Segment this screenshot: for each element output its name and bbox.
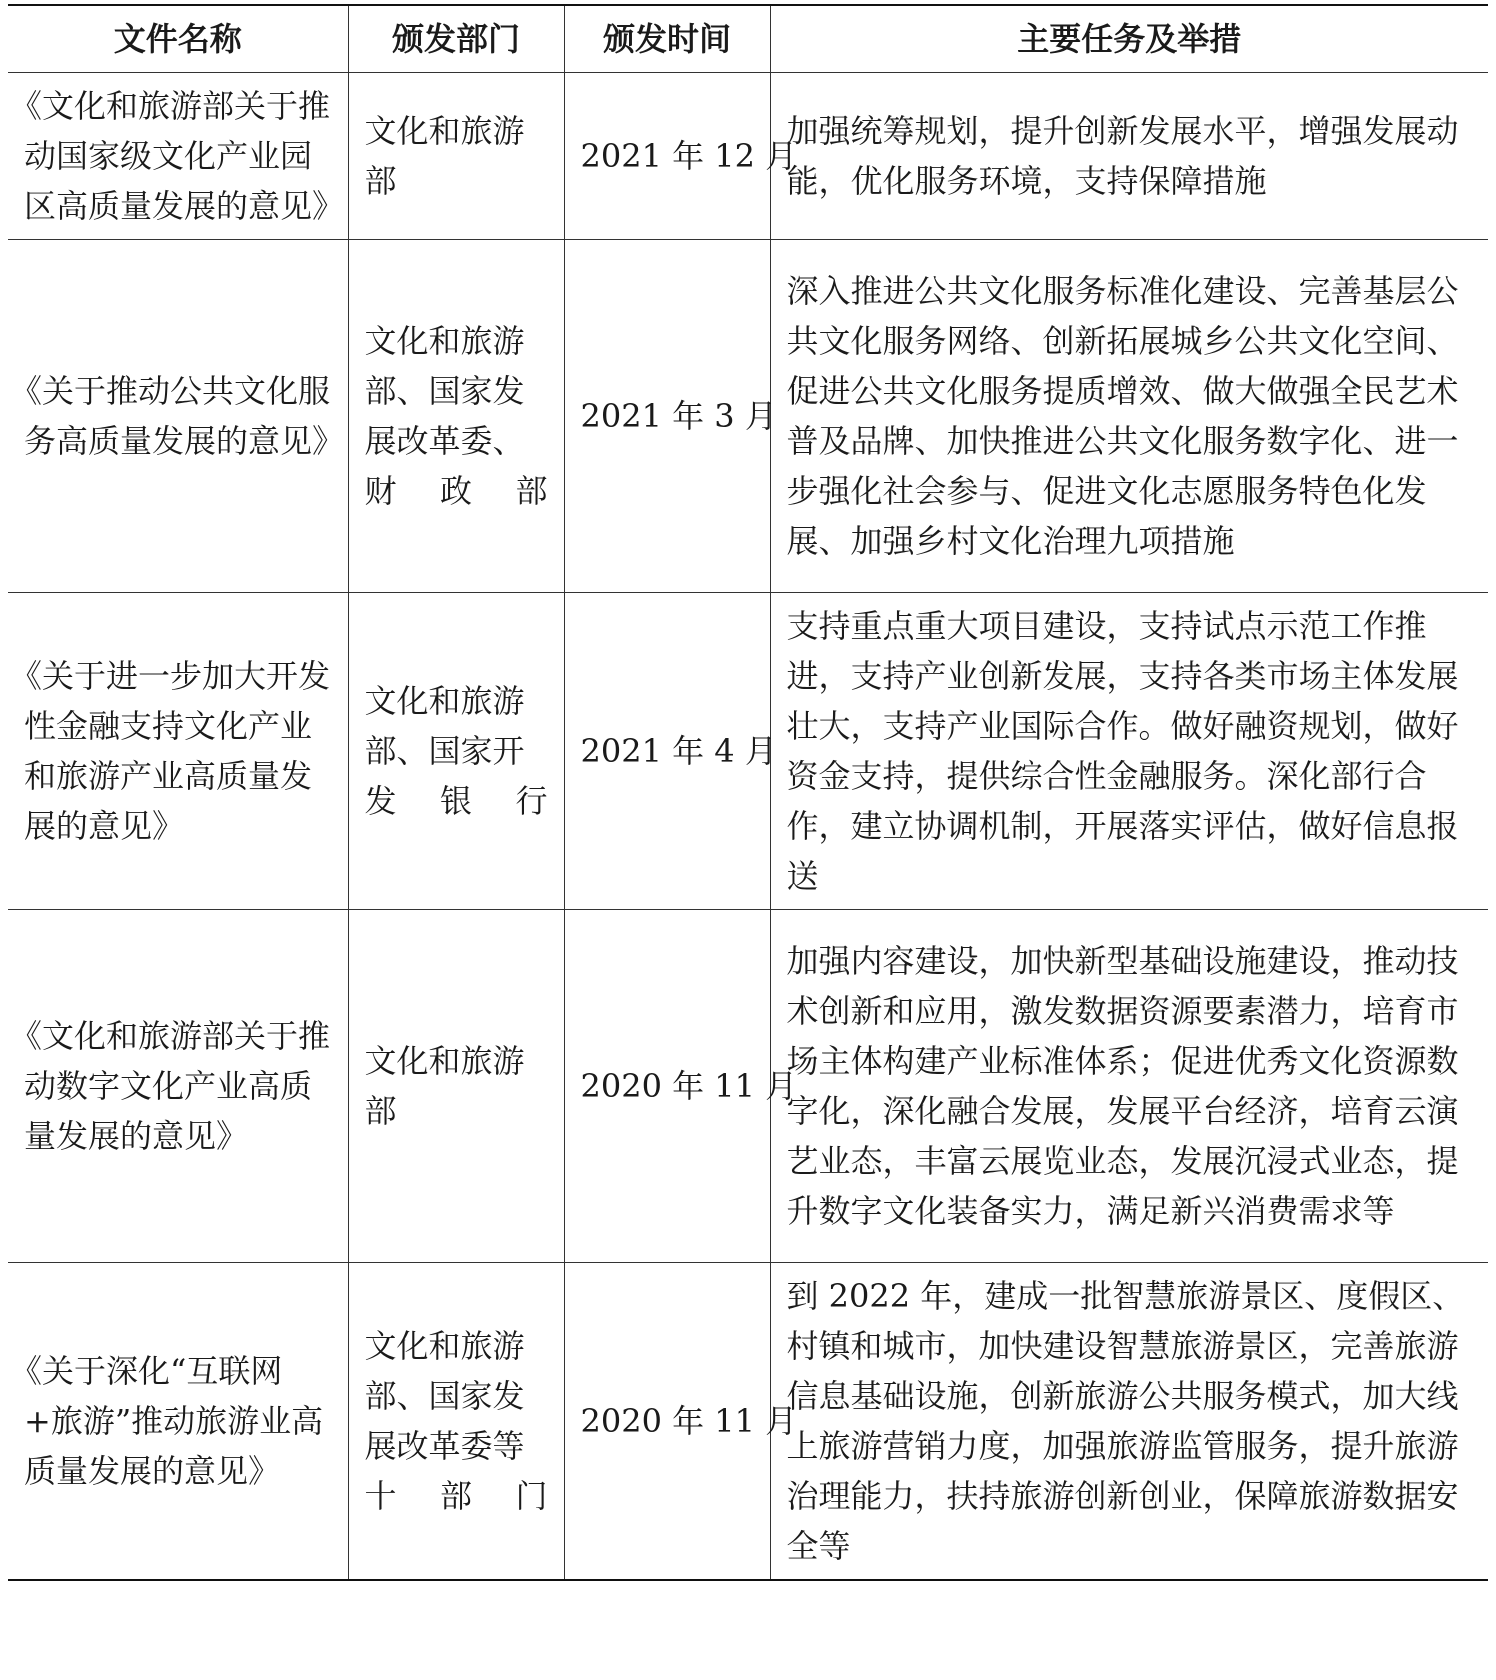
row-tasks: 支持重点重大项目建设，支持试点示范工作推进，支持产业创新发展，支持各类市场主体发展壮大，支持产业国际合作。做好融资规划，做好资金支持，提供综合性金融服务。深化部行合作，建立协调机制，开展落实评估，做好信息报送 [770, 593, 1488, 910]
row-tasks: 到 2022 年，建成一批智慧旅游景区、度假区、村镇和城市，加快建设智慧旅游景区，完善旅游信息基础设施，创新旅游公共服务模式，加大线上旅游营销力度，加强旅游监管服务，提升旅游治理能力，扶持旅游创新创业，保障旅游数据安全等 [770, 1263, 1488, 1581]
row-dept: 文化和旅游部 [348, 910, 564, 1263]
header-row [8, 5, 1488, 73]
header-date: 颁发时间 [564, 5, 770, 73]
header-tasks: 主要任务及举措 [770, 5, 1488, 73]
row-dept: 文化和旅游部、国家发展改革委、财政部 [348, 240, 564, 593]
row-tasks: 加强统筹规划，提升创新发展水平，增强发展动能，优化服务环境，支持保障措施 [770, 73, 1488, 240]
row-date: 2021 年 3 月 [564, 240, 770, 593]
table-body [8, 73, 1488, 1581]
row-date: 2020 年 11 月 [564, 910, 770, 1263]
row-dept: 文化和旅游部、国家发展改革委等十部门 [348, 1263, 564, 1581]
table-row [8, 910, 1488, 1263]
row-date: 2021 年 4 月 [564, 593, 770, 910]
header-name: 文件名称 [8, 5, 348, 73]
policy-table [8, 4, 1488, 1581]
row-tasks: 加强内容建设，加快新型基础设施建设，推动技术创新和应用，激发数据资源要素潜力，培育市场主体构建产业标准体系；促进优秀文化资源数字化，深化融合发展，发展平台经济，培育云演艺业态，丰富云展览业态，发展沉浸式业态，提升数字文化装备实力，满足新兴消费需求等 [770, 910, 1488, 1263]
row-doc-name: 《文化和旅游部关于推动数字文化产业高质量发展的意见》 [8, 910, 348, 1263]
row-doc-name: 《文化和旅游部关于推动国家级文化产业园区高质量发展的意见》 [8, 73, 348, 240]
row-doc-name: 《关于推动公共文化服务高质量发展的意见》 [8, 240, 348, 593]
header-dept: 颁发部门 [348, 5, 564, 73]
row-dept: 文化和旅游部 [348, 73, 564, 240]
row-date: 2021 年 12 月 [564, 73, 770, 240]
table-row [8, 1263, 1488, 1581]
table-row [8, 240, 1488, 593]
table-row [8, 73, 1488, 240]
row-date: 2020 年 11 月 [564, 1263, 770, 1581]
row-dept: 文化和旅游部、国家开发银行 [348, 593, 564, 910]
row-doc-name: 《关于进一步加大开发性金融支持文化产业和旅游产业高质量发展的意见》 [8, 593, 348, 910]
row-tasks: 深入推进公共文化服务标准化建设、完善基层公共文化服务网络、创新拓展城乡公共文化空间、促进公共文化服务提质增效、做大做强全民艺术普及品牌、加快推进公共文化服务数字化、进一步强化社会参与、促进文化志愿服务特色化发展、加强乡村文化治理九项措施 [770, 240, 1488, 593]
row-doc-name: 《关于深化“互联网+旅游”推动旅游业高质量发展的意见》 [8, 1263, 348, 1581]
table-header [8, 5, 1488, 73]
table-row [8, 593, 1488, 910]
